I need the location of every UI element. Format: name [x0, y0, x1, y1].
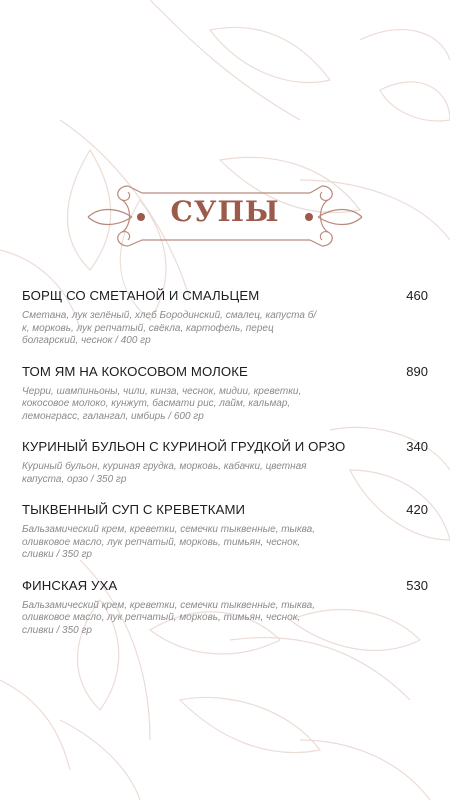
menu-list	[22, 288, 430, 653]
menu-item	[22, 502, 430, 562]
menu-item	[22, 364, 430, 424]
item-price: 530	[406, 577, 428, 593]
item-price: 420	[406, 502, 428, 517]
item-description: Черри, шампиньоны, чили, кинза, чеснок, мидии, креветки, кокосовое молоко, кунжут, басмати рис, лайм, кальмар, лемонграсс, галангал, имбирь / 600 гр	[22, 385, 302, 422]
item-description: Куриный бульон, куриная грудка, морковь, кабачки, цветная капуста, орзо / 350 гр	[22, 461, 307, 485]
section-title: СУПЫ	[170, 195, 280, 228]
item-name: ФИНСКАЯ УХА	[22, 577, 118, 593]
menu-item	[22, 578, 430, 638]
item-price: 460	[406, 288, 428, 303]
item-price: 890	[406, 363, 428, 379]
item-description: Бальзамический крем, креветки, семечки тыквенные, тыква, оливковое масло, лук репчатый, морковь, тимьян, чеснок, сливки / 350 гр	[22, 524, 315, 560]
item-name: ТЫКВЕННЫЙ СУП С КРЕВЕТКАМИ	[22, 502, 246, 517]
item-price: 340	[406, 439, 428, 454]
item-description: Сметана, лук зелёный, хлеб Бородинский, смалец, капуста б/к, морковь, лук репчатый, свёкла, картофель, перец болгарский, чеснок / 400 гр	[22, 310, 317, 346]
item-name: ТОМ ЯМ НА КОКОСОВОМ МОЛОКЕ	[22, 363, 248, 379]
menu-item	[22, 439, 430, 486]
menu-item	[22, 288, 430, 348]
item-description: Бальзамический крем, креветки, семечки тыквенные, тыква, оливковое масло, лук репчатый, морковь, тимьян, чеснок, сливки / 350 гр	[22, 599, 315, 636]
item-name: БОРЩ СО СМЕТАНОЙ И СМАЛЬЦЕМ	[22, 288, 260, 303]
item-name: КУРИНЫЙ БУЛЬОН С КУРИНОЙ ГРУДКОЙ И ОРЗО	[22, 439, 346, 454]
